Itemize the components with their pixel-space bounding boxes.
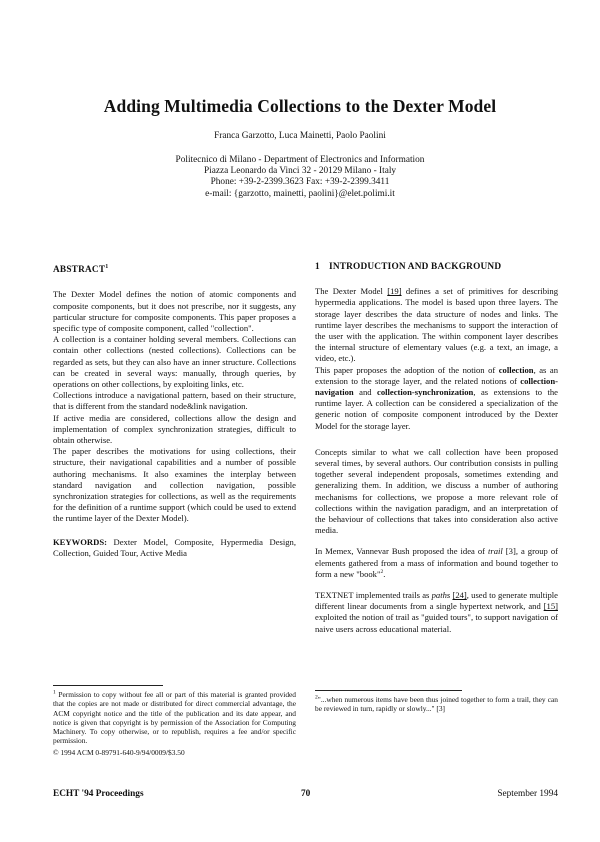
affiliation-department: Politecnico di Milano - Department of Electronics and Information [175, 155, 425, 165]
keywords-label: KEYWORDS: [53, 536, 107, 547]
paper-title: Adding Multimedia Collections to the Dexter Model [103, 96, 497, 116]
footnote-divider [315, 690, 462, 691]
left-column [53, 262, 296, 559]
section-heading: 1 INTRODUCTION AND BACKGROUND [315, 262, 502, 272]
affiliation-email: e-mail: {garzotto, mainetti, paolini}@elet.polimi.it [205, 188, 395, 199]
abstract-paragraph: The Dexter Model defines the notion of atomic components and composite components, but it does not prescribe, nor it suggests, any particular structure for composite components. This paper proposes a specific type of composite component, called "collection". [53, 289, 296, 333]
intro-paragraph: Concepts similar to what we call collection have been proposed several times, by several authors. Our contribution consists in pulling together several independent proposals, sometimes extending and generalizing them. In addition, we discuss a number of authoring mechanisms for collections, we propose a more relevant role of collections within the navigation paradigm, and an interpretation of the behaviour of collections that takes into consideration also active media. [315, 446, 558, 536]
footer-proceedings: ECHT '94 Proceedings [53, 789, 144, 799]
intro-paragraph: TEXTNET implemented trails as paths [24], used to generate multiple different linear documents from a single hypertext network, and [15] exploited the notion of trail as "guided tours", to support navigation of naive users across educational material. [315, 590, 558, 634]
section-number: 1 [315, 262, 320, 272]
intro-paragraph: In Memex, Vannevar Bush proposed the idea of trail [3], a group of elements gathered from a mass of information and bound together to form a new "book"$^2$. [315, 546, 558, 579]
right-column [315, 262, 558, 635]
footnote-mark: 1 [53, 689, 56, 696]
footnote-mark: 2 [380, 569, 384, 576]
permission-footnote [53, 685, 296, 757]
abstract-footnote-mark: 1 [105, 264, 109, 270]
abstract-paragraph: Collections introduce a navigational pattern, based on their structure, that is different from the standard node&link navigation. [53, 390, 296, 412]
keywords-text: Dexter Model, Composite, Hypermedia Design, Collection, Guided Tour, Active Media [53, 536, 296, 558]
intro-paragraph: The Dexter Model [19] defines a set of primitives for describing hypermedia applications. The model is based upon three layers. The storage layer describes the data structure of nodes and links. The runtime layer describes the mechanisms to support the interaction of the user with the application. The within component layer describes the internal structure of elementary values (e.g. a text, an image, a video, etc.). [315, 286, 559, 364]
abstract-paragraph: A collection is a container holding several members. Collections can contain other collections (nested collections). Collections can be regarded as sets, but they can also have an inner structure. Collections can be created in several ways: manually, through queries, by operations on other collections, by exploiting links, etc. [53, 334, 296, 389]
affiliation-address: Piazza Leonardo da Vinci 32 - 20129 Milano - Italy [203, 166, 397, 177]
affiliation-phone: Phone: +39-2-2399.3623 Fax: +39-2-2399.3411 [210, 177, 390, 188]
affiliation-block [0, 155, 600, 200]
author-list: Franca Garzotto, Luca Mainetti, Paolo Paolini [214, 131, 386, 141]
abstract-heading: ABSTRACT$^1$ [53, 264, 109, 276]
footnote-divider [53, 685, 163, 686]
citation-link[interactable]: [15] [543, 601, 558, 612]
intro-paragraph: This paper proposes the adoption of the notion of collection, as an extension to the storage layer, and the related notions of collection-navigation and collection-synchronization, as extensions to the runtime layer. A collection can be considered a specialization of the generic notion of composite component introduced by the Dexter Model for the storage layer. [315, 364, 558, 431]
citation-link[interactable]: [24] [452, 590, 467, 601]
copyright-notice: © 1994 ACM 0-89791-640-9/94/0009/$3.50 [53, 747, 185, 757]
citation-link[interactable]: [19] [387, 286, 402, 297]
keywords [53, 537, 296, 559]
abstract-paragraph: If active media are considered, collections allow the design and implementation of complex synchronization strategies, difficult to obtain otherwise. [53, 412, 296, 445]
permission-text: Permission to copy without fee all or part of this material is granted provided that the copies are not made or distributed for direct commercial advantage, the ACM copyright notice and the title of the publication and its date appear, and notice is given that copyright is by permission of the Association for Computing Machinery. To copy otherwise, or to republish, requires a fee and/or specific permission. [53, 690, 296, 746]
page-number: 70 [301, 789, 311, 799]
footer-date: September 1994 [497, 789, 558, 799]
trail-quote: "...when numerous items have been thus joined together to form a trail, they can be reviewed in turn, rapidly or slowly..." [3] [315, 695, 558, 714]
abstract-paragraph: The paper describes the motivations for using collections, their structure, their navigational capabilities and a number of possible authoring mechanisms. It also examines the interplay between standard navigation and collection navigation, possible synchronization strategies for collections, as well as the requirements for the definition of a runtime support (which could be used to extend the runtime layer of the Dexter Model). [53, 446, 296, 524]
footnote-mark: 2 [315, 694, 318, 701]
trail-footnote [315, 690, 558, 714]
